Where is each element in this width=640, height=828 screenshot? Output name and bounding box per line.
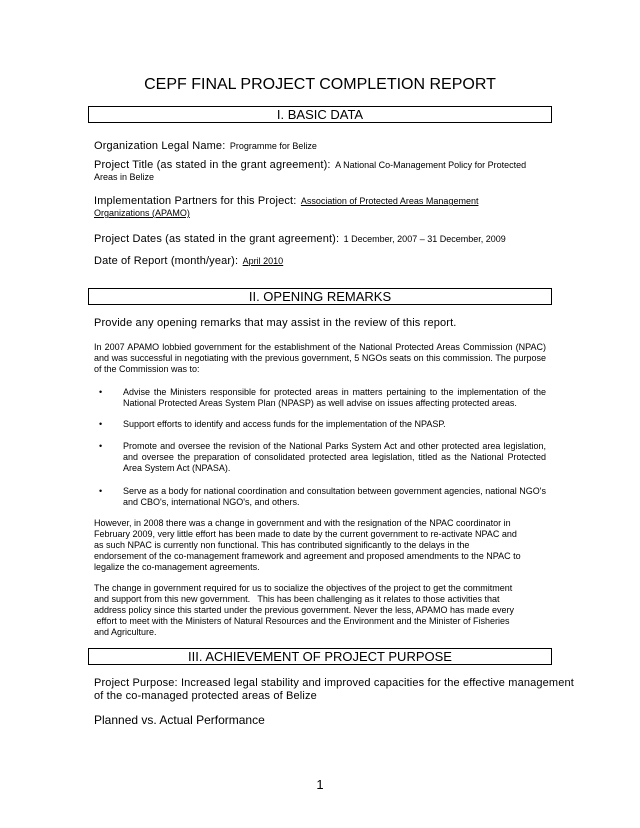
bullet-item: Support efforts to identify and access funds for the implementation of the NPASP.	[123, 419, 446, 429]
paragraph-line: and Agriculture.	[94, 627, 157, 637]
paragraph-line: February 2009, very little effort has been made to date by the current government to re-activate NPAC and	[94, 529, 517, 539]
partners-label: Implementation Partners for this Project:	[94, 195, 297, 207]
page-number: 1	[316, 777, 324, 792]
bullet-marker: •	[99, 441, 103, 451]
section-heading-project-purpose: III. ACHIEVEMENT OF PROJECT PURPOSE	[88, 648, 552, 665]
project-dates-value: 1 December, 2007 – 31 December, 2009	[343, 234, 506, 244]
report-date-row	[94, 251, 546, 269]
paragraph-line: and support from this new government. This has been challenging as it relates to those activities that	[94, 594, 500, 604]
project-title-value: A National Co-Management Policy for Protected	[335, 160, 527, 170]
bullet-item: Serve as a body for national coordination and consultation between government agencies, national NGO's and CBO's, international NGO's, and others.	[123, 486, 546, 507]
org-name-label: Organization Legal Name:	[94, 140, 226, 152]
partners-value: Association of Protected Areas Management	[300, 196, 479, 206]
paragraph-line: The change in government required for us to socialize the objectives of the project to get the commitment	[94, 583, 513, 593]
project-title-value-cont: Areas in Belize	[94, 172, 155, 182]
org-name-row	[94, 136, 546, 154]
paragraph-line: address policy since this started under the previous government. Never the less, APAMO has made every	[94, 605, 515, 615]
project-title-row	[94, 158, 546, 183]
section-heading-basic-data: I. BASIC DATA	[88, 106, 552, 123]
bullet-item: Promote and oversee the revision of the National Parks System Act and other protected area legislation, and oversee the preparation of consolidated protected area legislation, titled as the National Protected Area System Act (NPASA).	[123, 441, 546, 473]
paragraph-line: However, in 2008 there was a change in government and with the resignation of the NPAC coordinator in	[94, 518, 511, 528]
bullet-marker: •	[99, 419, 103, 429]
bullet-marker: •	[99, 486, 103, 496]
project-purpose-text-cont: of the co-managed protected areas of Belize	[94, 690, 317, 702]
project-dates-label: Project Dates (as stated in the grant agreement):	[94, 233, 340, 245]
org-name-value: Programme for Belize	[229, 141, 317, 151]
opening-paragraph-2	[94, 518, 546, 573]
report-date-label: Date of Report (month/year):	[94, 255, 239, 267]
bullet-marker: •	[99, 387, 103, 397]
paragraph-line: as such NPAC is currently non functional. This has contributed significantly to the delays in the	[94, 540, 470, 550]
project-purpose-text: Increased legal stability and improved capacities for the effective management	[180, 677, 574, 689]
partners-value-cont: Organizations (APAMO)	[94, 208, 190, 218]
project-purpose	[94, 677, 574, 703]
opening-prompt: Provide any opening remarks that may assist in the review of this report.	[94, 317, 457, 329]
project-purpose-label: Project Purpose:	[94, 677, 178, 689]
partners-row	[94, 194, 546, 219]
project-title-label: Project Title (as stated in the grant agreement):	[94, 159, 331, 171]
project-dates-row	[94, 229, 546, 247]
opening-paragraph-1: In 2007 APAMO lobbied government for the establishment of the National Protected Areas Commission (NPAC) and was successful in negotiating with the previous government, 5 NGOs seats on this commission. The purpose of the Commission was to:	[94, 342, 546, 374]
section-heading-opening-remarks: II. OPENING REMARKS	[88, 288, 552, 305]
paragraph-line: effort to meet with the Ministers of Natural Resources and the Environment and the Minister of Fisheries	[94, 616, 510, 626]
planned-vs-actual-heading: Planned vs. Actual Performance	[94, 713, 265, 727]
paragraph-line: legalize the co-management agreements.	[94, 562, 260, 572]
report-title: CEPF FINAL PROJECT COMPLETION REPORT	[144, 76, 496, 93]
report-date-value: April 2010	[242, 256, 284, 266]
bullet-item: Advise the Ministers responsible for protected areas in matters pertaining to the implementation of the National Protected Areas System Plan (NPASP) as well advise on issues affecting protected areas.	[123, 387, 546, 408]
opening-paragraph-3	[94, 583, 546, 638]
paragraph-line: endorsement of the co-management framework and agreement and proposed amendments to the NPAC to	[94, 551, 521, 561]
